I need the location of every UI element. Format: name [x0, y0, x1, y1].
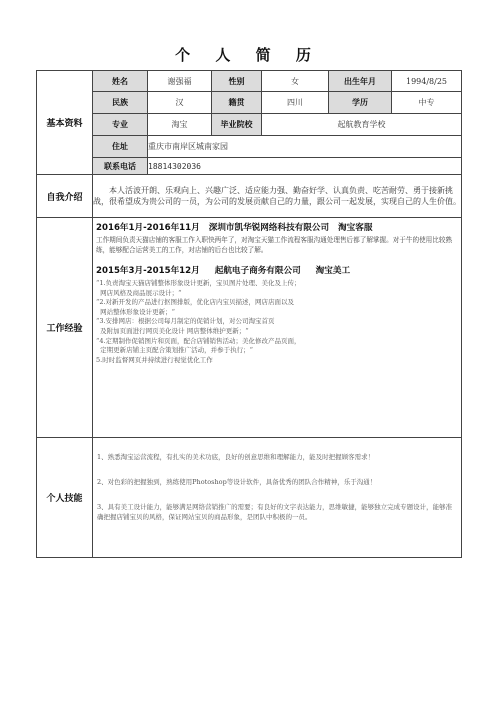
- duty-line: 定期更新店铺主页配合策划推广活动，并参于执行；“: [96, 346, 253, 355]
- duty-line: “1.负责淘宝天猫店铺整体形象设计更新，宝贝图片处理、美化及上传；: [96, 279, 301, 287]
- section-self-intro: 自我介绍: [37, 175, 93, 218]
- intro-cell: [93, 175, 462, 218]
- skills-cell: [93, 438, 462, 558]
- native-place-label: 籍贯: [212, 92, 262, 114]
- skill-item: 3、具有美工设计能力，能够满足网络营销推广的需要；有良好的文字表达能力，思维敏捷，能够独立完成专题设计，能够准确把握店铺宝贝的风格，保证网站宝贝的商品形象，是团队中积极的一员。: [97, 503, 453, 521]
- duty-line: “3.安排网店：根据公司每月制定的促销计划，对公司淘宝首页: [96, 317, 275, 326]
- section-skills: 个人技能: [37, 438, 93, 558]
- job-1-position: 淘宝客服: [338, 223, 373, 233]
- name-label: 姓名: [93, 71, 148, 92]
- job-1-company: 深圳市凯华锐网络科技有限公司: [208, 223, 330, 233]
- duty-line: 网站整体形象设计更新；“: [96, 307, 175, 316]
- job-1-period: 2016年1月-2016年11月: [96, 223, 200, 233]
- skill-item: 1、熟悉淘宝运营流程，有扎实的美术功底，良好的创意思维和理解能力，能及时把握顾客需求！: [97, 453, 375, 461]
- phone-label: 联系电话: [93, 158, 148, 175]
- section-basic-info: 基本资料: [37, 71, 93, 175]
- job-2-company: 起航电子商务有限公司: [214, 266, 301, 276]
- job-2-position: 淘宝美工: [315, 266, 351, 276]
- job-1-description: 工作期间负责天猫店铺的客服工作入职快两年了，对淘宝天猫工作流程客服沟通处理售后都了解掌握。对于牛的使用比较熟练，能够配合运营美工的工作，对店铺的后台也比较了解。: [96, 236, 453, 254]
- duty-line: 及附加页面进行网页美化设计 网店整体维护更新；“: [96, 326, 249, 335]
- school-value: 起航教育学校: [262, 114, 462, 136]
- birth-label: 出生年月: [329, 71, 392, 92]
- gender-label: 性别: [212, 71, 262, 92]
- intro-text: 本人活波开朗、乐观向上、兴趣广泛、适应能力强、勤奋好学、认真负责、吃苦耐劳、勇于接新挑战，很希望成为贵公司的一员，为公司的发展贡献自己的力量，跟公司一起发展，实现自己的人生价值。: [93, 186, 461, 206]
- job-1-header: [96, 221, 458, 233]
- ethnic-value: 汉: [148, 92, 212, 114]
- gender-value: 女: [262, 71, 329, 92]
- duty-line: “4.定期制作促销图片和页面，配合店铺销售活动；美化修改产品页面，: [96, 336, 301, 345]
- name-value: 谢强福: [148, 71, 212, 92]
- resume-title: 个 人 简 历: [175, 46, 321, 64]
- phone-value: 18814302036: [148, 158, 462, 175]
- school-label: 毕业院校: [212, 114, 262, 136]
- job-2-period: 2015年3月-2015年12月: [96, 266, 200, 276]
- ethnic-label: 民族: [93, 92, 148, 114]
- education-label: 学历: [329, 92, 392, 114]
- job-2-header: [96, 264, 458, 276]
- birth-value: 1994/8/25: [392, 71, 462, 92]
- resume-table: [36, 70, 462, 558]
- address-label: 住址: [93, 136, 148, 158]
- duty-line: 网店风格及商品展示设计；“: [96, 288, 182, 297]
- major-label: 专业: [93, 114, 148, 136]
- major-value: 淘宝: [148, 114, 212, 136]
- job-2-duties: [96, 279, 458, 365]
- section-work-experience: 工作经验: [37, 218, 93, 438]
- skill-item: 2、对色彩的把握独到，熟练使用Photoshop等设计软件，具备优秀的团队合作精神，乐于沟通！: [97, 478, 377, 486]
- native-place-value: 四川: [262, 92, 329, 114]
- address-value: 重庆市南岸区城南家园: [148, 136, 462, 158]
- experience-cell: [93, 218, 462, 438]
- duty-line: 5.时时监督网页并持续进行视觉优化工作: [96, 355, 213, 364]
- education-value: 中专: [392, 92, 462, 114]
- duty-line: “2.对新开发的产品进行抠图排版，优化店内宝贝描述，网店店面以及: [96, 298, 295, 307]
